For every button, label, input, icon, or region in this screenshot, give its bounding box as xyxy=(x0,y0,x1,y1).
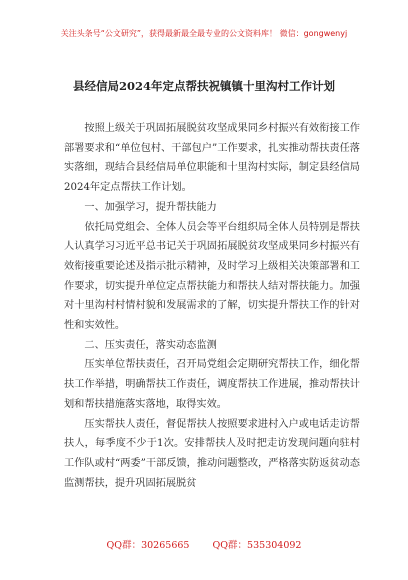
footer-contacts xyxy=(0,537,408,551)
document-body xyxy=(64,119,360,493)
section-2-paragraph-1: 压实单位帮扶责任，召开局党组会定期研究帮扶工作，细化帮扶工作举措，明确帮扶工作责任，调度帮扶工作进展，推动帮扶计划和帮扶措施落实落地，取得实效。 xyxy=(64,359,360,410)
intro-paragraph: 按照上级关于巩固拓展脱贫攻坚成果同乡村振兴有效衔接工作部署要求和“单位包村、干部包户”工作要求，扎实推动帮扶责任落实落细，现结合县经信局单位职能和十里沟村实际，制定县经信局2024年定点帮扶工作计划。 xyxy=(64,123,360,194)
header-banner: 关注头条号“公文研究”，获得最新最全最专业的公文资料库！ 微信：gongwenyj xyxy=(60,29,348,38)
section-heading-1: 一、加强学习，提升帮扶能力 xyxy=(84,201,217,213)
document-title: 县经信局2024年定点帮扶祝镇镇十里沟村工作计划 xyxy=(72,79,335,93)
section-heading-2: 二、压实责任，落实动态监测 xyxy=(84,339,217,351)
qq-group-1: QQ群：30265665 xyxy=(106,540,190,551)
section-1-paragraph: 依托局党组会、全体人员会等平台组织局全体人员特别是帮扶人认真学习习近平总书记关于巩固拓展脱贫攻坚成果同乡村振兴有效衔接重要论述及指示批示精神，及时学习上级相关决策部署和工作要求，切实提升单位定点帮扶能力和帮扶人结对帮扶能力。加强对十里沟村村情村貌和发展需求的了解，切实提升帮扶工作的针对性和实效性。 xyxy=(64,221,360,332)
section-2-paragraph-2: 压实帮扶人责任，督促帮扶人按照要求进村入户或电话走访帮扶人，每季度不少于1次。安排帮扶人及时把走访发现问题向驻村工作队或村“两委”干部反馈，推动问题整改，严格落实防返贫动态监测帮扶，提升巩固拓展脱贫 xyxy=(64,418,360,489)
qq-group-2: QQ群：535304092 xyxy=(212,540,302,551)
